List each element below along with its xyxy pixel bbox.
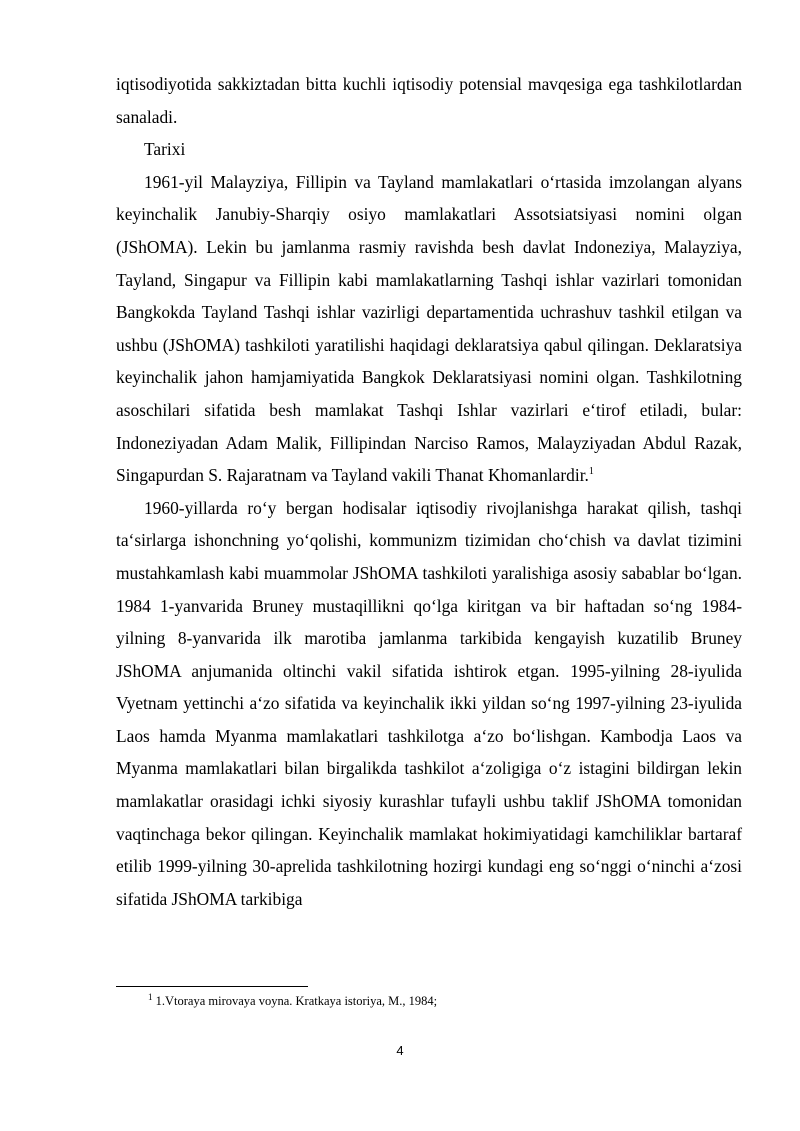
page-body — [116, 68, 742, 915]
footnote-reference[interactable]: 1 — [588, 466, 594, 478]
paragraph-history — [116, 166, 742, 492]
paragraph-history-text: 1961-yil Malayziya, Fillipin va Tayland mamlakatlari o‘rtasida imzolangan alyans keyinchalik Janubiy-Sharqiy osiyo mamlakatlari Assotsiatsiyasi nomini olgan (JShOMA). Lekin bu jamlanma rasmiy ravishda besh davlat Indoneziya, Malayziya, Tayland, Singapur va Fillipin kabi mamlakatlarning Tashqi ishlar vazirlari tomonidan Bangkokda Tayland Tashqi ishlar vazirligi departamentida uchrashuv tashkil etilgan va ushbu (JShOMA) tashkiloti yaratilishi haqidagi deklaratsiya qabul qilingan. Deklaratsiya keyinchalik jahon hamjamiyatida Bangkok Deklaratsiyasi nomini olgan. Tashkilotning asoschilari sifatida besh mamlakat Tashqi Ishlar vazirlari e‘tirof etiladi, bular: Indoneziyadan Adam Malik, Fillipindan Narciso Ramos, Malayziyadan Abdul Razak, Singapurdan S. Rajaratnam va Tayland vakili Thanat Khomanlardir. — [116, 171, 742, 486]
footnote-number: 1 — [148, 991, 153, 1002]
footnote-text: 1.Vtoraya mirovaya voyna. Kratkaya istoriya, M., 1984; — [155, 994, 438, 1008]
paragraph-1960s: 1960-yillarda ro‘y bergan hodisalar iqtisodiy rivojlanishga harakat qilish, tashqi ta‘sirlarga ishonchning yo‘qolishi, kommunizm tizimidan cho‘chish va davlat tizimini mustahkamlash kabi muammolar JShOMA tashkiloti yaralishiga asosiy sabablar bo‘lgan. 1984 1-yanvarida Bruney mustaqillikni qo‘lga kiritgan va bir haftadan so‘ng 1984-yilning 8-yanvarida ilk marotiba jamlanma tarkibida kengayish kuzatilib Bruney JShOMA anjumanida oltinchi vakil sifatida ishtirok etgan. 1995-yilning 28-iyulida Vyetnam yettinchi a‘zo sifatida va keyinchalik ikki yildan so‘ng 1997-yilning 23-iyulida Laos hamda Myanma mamlakatlari tashkilotga a‘zo bo‘lishgan. Kambodja Laos va Myanma mamlakatlari bilan birgalikda tashkilot a‘zoligiga o‘z istagini bildirgan lekin mamlakatlar orasidagi ichki siyosiy kurashlar tufayli ushbu taklif JShOMA tomonidan vaqtinchaga bekor qilingan. Keyinchalik mamlakat hokimiyatidagi kamchiliklar bartaraf etilib 1999-yilning 30-aprelida tashkilotning hozirgi kundagi eng so‘nggi o‘ninchi a‘zosi sifatida JShOMA tarkibiga — [116, 497, 742, 909]
footnote-divider — [116, 986, 308, 987]
section-heading: Tarixi — [144, 139, 186, 160]
footnote — [148, 993, 437, 1009]
page-number: 4 — [396, 1043, 404, 1058]
paragraph-continued: iqtisodiyotida sakkiztadan bitta kuchli iqtisodiy potensial mavqesiga ega tashkilotlardan sanaladi. — [116, 74, 742, 127]
